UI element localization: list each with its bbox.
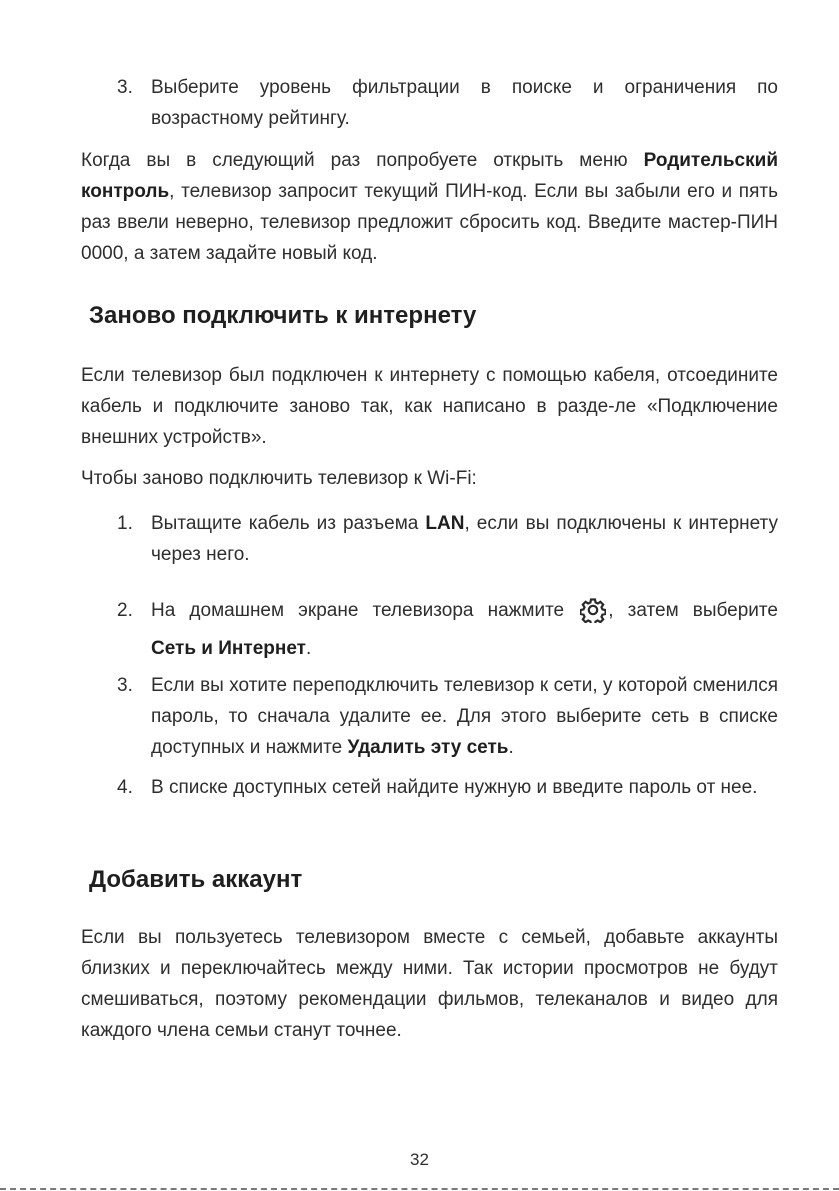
page-number: 32 — [410, 1150, 429, 1169]
parental-control-menu-name: Родительский контроль — [81, 150, 778, 202]
paragraph-cable: Если телевизор был подключен к интернету с помощью кабеля, отсоедините кабель и подключите заново так, как написано в разде-ле «Подключение внешних устройств». — [81, 365, 778, 448]
paragraph-wifi-intro: Чтобы заново подключить телевизор к Wi-Fi: — [81, 468, 477, 489]
step-text: . — [305, 638, 312, 659]
heading-add-account: Добавить аккаунт — [89, 866, 303, 893]
list-text — [151, 633, 778, 664]
list-item — [117, 670, 778, 763]
paragraph-text: Когда вы в следующий раз попробуете открыть меню — [81, 150, 644, 171]
step-text: Если вы хотите переподключить телевизор к сети, у которой сменился пароль, то сначала удалите ее. Для этого выберите сеть в списке доступных и нажмите — [151, 675, 778, 758]
list-text — [151, 670, 778, 763]
page-bottom-border — [0, 1188, 839, 1190]
list-item — [117, 595, 778, 664]
list-text — [151, 508, 778, 570]
list-number: 4. — [117, 777, 133, 798]
list-text: В списке доступных сетей найдите нужную и введите пароль от нее. — [151, 777, 758, 798]
network-internet-menu-name: Сеть и Интернет — [151, 638, 306, 659]
paragraph-text: , телевизор запросит текущий ПИН-код. Если вы забыли его и пять раз ввели неверно, телевизор предложит сбросить код. Введите мастер-ПИН 0000, а затем задайте новый код. — [81, 181, 778, 264]
step-text: , если вы подключены к интернету через него. — [151, 513, 778, 565]
list-item — [117, 772, 778, 803]
step-text: , затем выберите — [608, 600, 778, 621]
list-number: 1. — [117, 513, 133, 534]
lan-port-name: LAN — [425, 513, 465, 534]
list-text — [151, 595, 778, 633]
gear-icon — [580, 597, 606, 633]
heading-reconnect-internet: Заново подключить к интернету — [89, 302, 477, 329]
list-item — [117, 508, 778, 570]
list-text: Выберите уровень фильтрации в поиске и ограничения по возрастному рейтингу. — [151, 77, 778, 129]
step-text: На домашнем экране телевизора нажмите — [151, 600, 565, 621]
paragraph-accounts: Если вы пользуетесь телевизором вместе с семьей, добавьте аккаунты близких и переключайтесь между ними. Так истории просмотров не будут смешиваться, поэтому рекомендации фильмов, телеканалов и видео для каждого члена семьи станут точнее. — [81, 927, 778, 1041]
step-text: . — [508, 737, 514, 758]
delete-network-option-name: Удалить эту сеть — [347, 737, 509, 758]
step-text: Вытащите кабель из разъема — [151, 513, 426, 534]
list-number: 3. — [117, 675, 133, 696]
paragraph-parental-pin — [81, 145, 778, 269]
list-number: 3. — [117, 77, 133, 98]
list-item — [117, 72, 778, 134]
list-number: 2. — [117, 600, 133, 621]
